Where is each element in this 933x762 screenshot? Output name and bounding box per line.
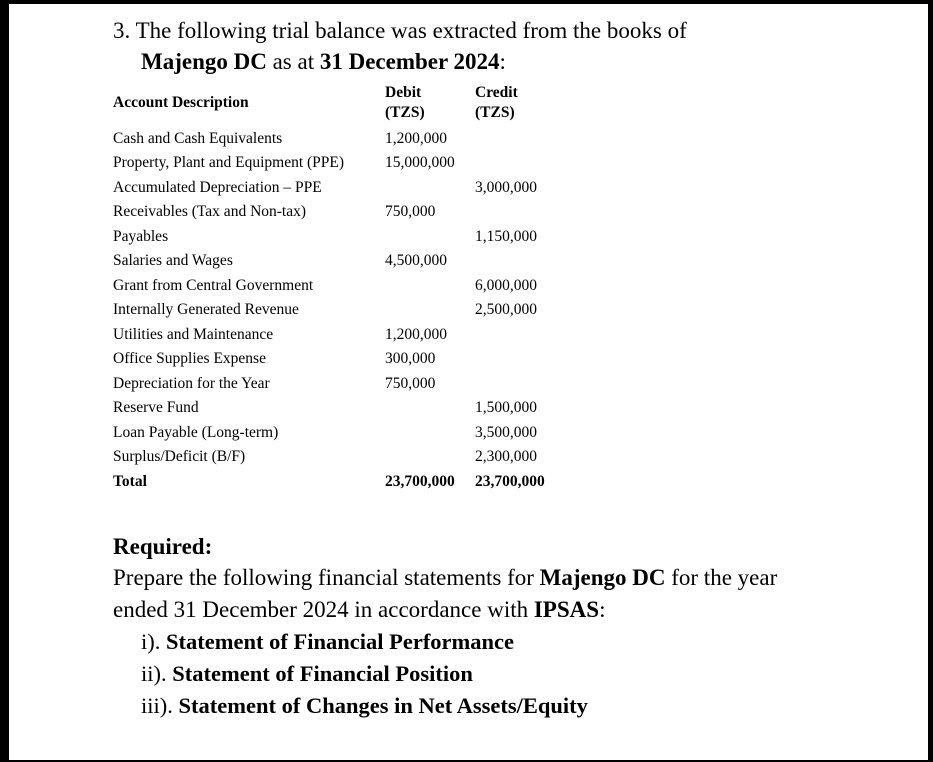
debit-cell: 750,000 — [385, 203, 436, 221]
credit-cell — [475, 344, 575, 369]
required-intro-text1: Prepare the following financial statements for — [113, 564, 540, 590]
table-row — [113, 417, 575, 442]
credit-cell: 3,500,000 — [475, 423, 537, 441]
entity-name: Majengo DC — [141, 49, 267, 75]
credit-cell: 6,000,000 — [475, 276, 537, 294]
account-cell: Accumulated Depreciation – PPE — [113, 178, 322, 196]
debit-cell — [385, 393, 475, 418]
credit-cell: 1,500,000 — [475, 399, 537, 417]
debit-cell: 750,000 — [385, 374, 436, 392]
list-item — [141, 690, 928, 722]
debit-cell: 1,200,000 — [385, 129, 447, 147]
account-cell: Total — [113, 472, 147, 490]
question-text-end: : — [499, 49, 506, 75]
debit-cell: 23,700,000 — [385, 472, 455, 490]
list-item-label: Statement of Financial Position — [172, 660, 473, 686]
table-row — [113, 197, 575, 222]
list-item-label: Statement of Financial Performance — [166, 629, 515, 655]
question-text: 3. The following trial balance was extracted from the books of — [113, 18, 687, 43]
required-items-list — [113, 626, 928, 722]
required-entity-name: Majengo DC — [539, 564, 666, 590]
report-date: 31 December 2024 — [319, 49, 500, 75]
table-row — [113, 270, 575, 295]
debit-cell: 1,200,000 — [385, 325, 447, 343]
credit-cell — [475, 197, 575, 222]
account-cell: Grant from Central Government — [113, 276, 314, 294]
debit-cell — [385, 295, 475, 320]
table-row — [113, 466, 575, 491]
table-row — [113, 393, 575, 418]
trial-balance-header — [113, 83, 575, 123]
account-cell: Internally Generated Revenue — [113, 301, 299, 319]
credit-cell: 23,700,000 — [475, 472, 545, 490]
account-cell: Utilities and Maintenance — [113, 325, 274, 343]
question-heading-line1 — [113, 15, 928, 46]
table-row — [113, 344, 575, 369]
account-cell: Loan Payable (Long-term) — [113, 423, 279, 441]
required-intro-text2: for the year ended 31 December 2024 in accordance with — [113, 564, 778, 622]
debit-cell — [385, 221, 475, 246]
list-item-number: iii). — [141, 692, 179, 718]
list-item-number: ii). — [141, 660, 173, 686]
account-cell: Reserve Fund — [113, 399, 199, 417]
table-row — [113, 295, 575, 320]
table-row — [113, 221, 575, 246]
question-block — [9, 4, 928, 722]
required-intro-text3: : — [599, 596, 606, 622]
table-row — [113, 123, 575, 148]
debit-header: Debit (TZS) — [385, 84, 425, 122]
credit-cell: 1,150,000 — [475, 227, 537, 245]
trial-balance-body — [113, 123, 575, 491]
account-cell: Office Supplies Expense — [113, 350, 266, 368]
required-intro — [113, 562, 819, 626]
account-cell: Property, Plant and Equipment (PPE) — [113, 154, 345, 172]
table-row — [113, 319, 575, 344]
debit-cell — [385, 270, 475, 295]
account-cell: Salaries and Wages — [113, 252, 233, 270]
list-item — [141, 626, 928, 658]
account-cell: Payables — [113, 227, 169, 245]
credit-cell: 2,300,000 — [475, 448, 537, 466]
required-label: Required: — [113, 533, 213, 559]
table-row — [113, 246, 575, 271]
debit-cell — [385, 172, 475, 197]
account-cell: Cash and Cash Equivalents — [113, 129, 283, 147]
credit-cell — [475, 123, 575, 148]
debit-cell: 300,000 — [385, 350, 436, 368]
list-item-label: Statement of Changes in Net Assets/Equity — [178, 692, 588, 718]
list-item-number: i). — [141, 629, 166, 655]
trial-balance-table — [113, 83, 575, 491]
credit-cell: 3,000,000 — [475, 178, 537, 196]
table-row — [113, 148, 575, 173]
table-row — [113, 368, 575, 393]
question-text-mid: as at — [266, 49, 320, 75]
debit-cell — [385, 417, 475, 442]
credit-header: Credit (TZS) — [475, 84, 518, 122]
table-row — [113, 172, 575, 197]
account-cell: Receivables (Tax and Non-tax) — [113, 203, 307, 221]
account-cell: Depreciation for the Year — [113, 374, 270, 392]
credit-cell — [475, 368, 575, 393]
account-description-header: Account Description — [113, 94, 249, 112]
required-standard-name: IPSAS — [533, 596, 600, 622]
debit-cell: 4,500,000 — [385, 252, 447, 270]
debit-cell — [385, 442, 475, 467]
question-heading-line2 — [113, 46, 928, 77]
credit-cell — [475, 148, 575, 173]
list-item — [141, 658, 928, 690]
debit-cell: 15,000,000 — [385, 154, 455, 172]
credit-cell: 2,500,000 — [475, 301, 537, 319]
credit-cell — [475, 319, 575, 344]
account-cell: Surplus/Deficit (B/F) — [113, 448, 246, 466]
credit-cell — [475, 246, 575, 271]
table-row — [113, 442, 575, 467]
